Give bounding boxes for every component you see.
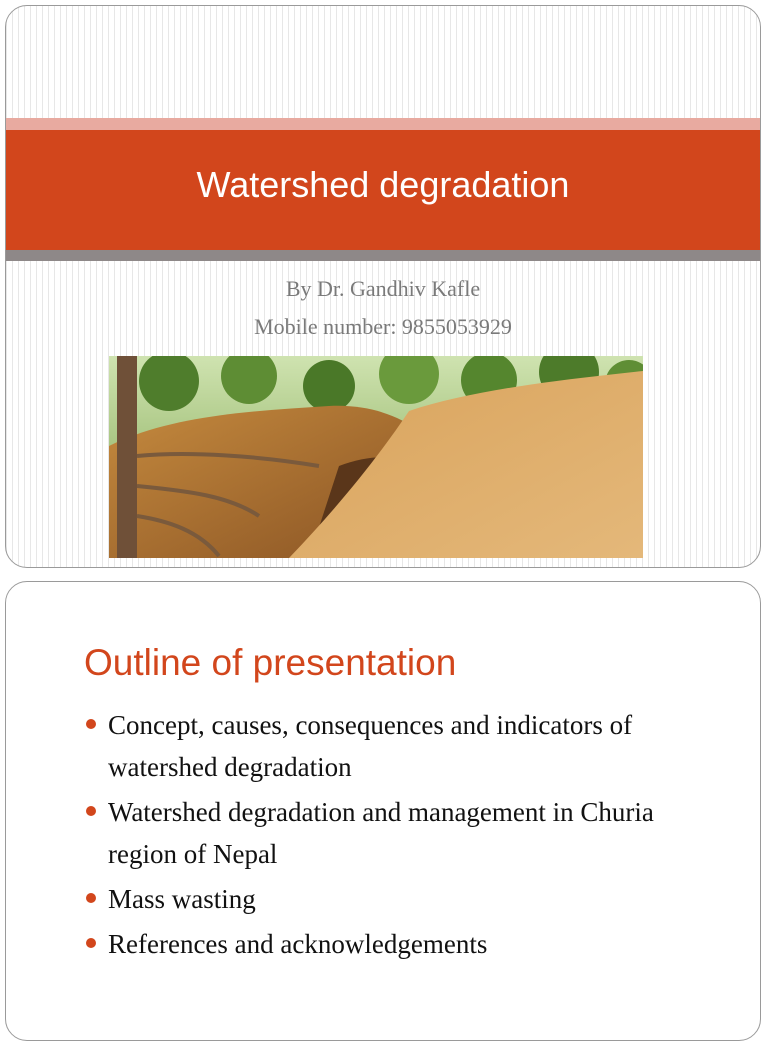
outline-bullet-list <box>86 704 726 968</box>
eroded-gully-photo <box>109 356 643 558</box>
title-band-bottom-stripe <box>6 250 760 261</box>
bullet-item <box>86 923 726 965</box>
bullet-text: Mass wasting <box>108 884 256 914</box>
bullet-dot-icon <box>86 938 96 948</box>
bullet-text: References and acknowledgements <box>108 929 488 959</box>
outline-heading: Outline of presentation <box>84 642 457 683</box>
bullet-item <box>86 704 726 788</box>
bullet-text: Watershed degradation and management in Churia region of Nepal <box>108 797 654 869</box>
bullet-dot-icon <box>86 806 96 816</box>
slide-title: Watershed degradation <box>196 164 570 205</box>
bullet-text: Concept, causes, consequences and indicators of watershed degradation <box>108 710 633 782</box>
photo-tree-trunk <box>117 356 137 558</box>
bullet-dot-icon <box>86 719 96 729</box>
bullet-dot-icon <box>86 893 96 903</box>
title-band <box>6 130 760 250</box>
author-line: By Dr. Gandhiv Kafle <box>285 276 481 301</box>
title-band-top-stripe <box>6 118 760 130</box>
mobile-number-line: Mobile number: 9855053929 <box>254 314 512 339</box>
title-slide <box>5 5 761 568</box>
bullet-item <box>86 791 726 875</box>
outline-slide <box>5 581 761 1041</box>
bullet-item <box>86 878 726 920</box>
